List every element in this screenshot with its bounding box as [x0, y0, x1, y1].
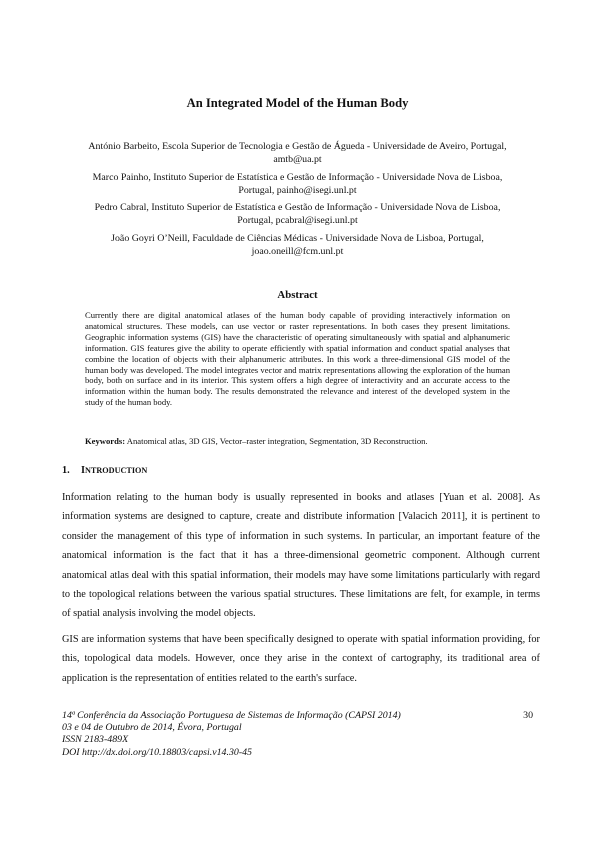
footer-date-place: 03 e 04 de Outubro de 2014, Évora, Portugal [62, 722, 242, 734]
body-paragraph: GIS are information systems that have been specifically designed to operate with spatial information providing, for this, topological data models. However, once they arise in the context of cartography, its traditional area of application is the representation of entities related to the earth's surface. [62, 633, 540, 684]
keywords-label: Keywords: [85, 436, 126, 446]
section-number: 1. [62, 465, 70, 476]
footer-conference: 14ª Conferência da Associação Portuguesa de Sistemas de Informação (CAPSI 2014) [62, 710, 401, 721]
footer-issn: ISSN 2183-489X [62, 734, 129, 746]
section-heading [62, 465, 147, 476]
body-text [62, 488, 540, 694]
abstract-text: Currently there are digital anatomical atlases of the human body capable of providing interactively information on anatomical structures. These models, can use vector or raster representations. In both cases they present limitations. Geographic information systems (GIS) have the characteristic of operating simultaneously with spatial and alphanumeric information. GIS features give the ability to operate efficiently with spatial information and conduct spatial analyses that combine the location of objects with their alphanumeric attributes. In this work a three-dimensional GIS model of the human body was developed. The model integrates vector and matrix representations allowing the exploration of the human body, both on surface and in its interior. This system offers a high degree of interactivity and an accurate access to the information within the human body. The results demonstrated the relevance and interest of the developed system in the study of the human body. [85, 310, 510, 408]
page-footer [62, 710, 540, 759]
author-list [80, 140, 515, 262]
page-number: 30 [523, 710, 533, 721]
section-title-rest: NTRODUCTION [85, 466, 148, 475]
paper-title: An Integrated Model of the Human Body [186, 96, 409, 110]
author-affiliation: António Barbeito, Escola Superior de Tecnologia e Gestão de Águeda - Universidade de Aveiro, Portugal, amtb@ua.pt [88, 141, 507, 165]
keywords-text: Anatomical atlas, 3D GIS, Vector–raster integration, Segmentation, 3D Reconstruction. [125, 436, 428, 446]
abstract-heading: Abstract [277, 289, 318, 301]
section-title-initial: I [81, 465, 86, 476]
author-affiliation: Pedro Cabral, Instituto Superior de Estatística e Gestão de Informação - Universidade Nova de Lisboa, Portugal, pcabral@isegi.unl.pt [94, 202, 501, 226]
body-paragraph: Information relating to the human body is usually represented in books and atlases [Yuan et al. 2008]. As information systems are designed to capture, create and distribute information [Valacich 2011], it is pertinent to consider the management of this type of information in such systems. In particular, an important feature of the anatomical information is the fact that it has a three-dimensional geometric component. Although current anatomical atlas deal with this spatial information, their models may have some limitations particularly with regard to the topological relations between the various spatial structures. These limitations are felt, for example, in terms of spatial analysis involving the model objects. [62, 492, 540, 620]
keywords [85, 436, 510, 447]
author-affiliation: Marco Painho, Instituto Superior de Estatística e Gestão de Informação - Universidade Nova de Lisboa, Portugal, painho@isegi.unl.pt [92, 171, 503, 196]
author-affiliation: João Goyri O’Neill, Faculdade de Ciências Médicas - Universidade Nova de Lisboa, Portugal, joao.oneill@fcm.unl.pt [111, 232, 484, 257]
footer-doi: DOI http://dx.doi.org/10.18803/capsi.v14.30-45 [62, 746, 252, 758]
